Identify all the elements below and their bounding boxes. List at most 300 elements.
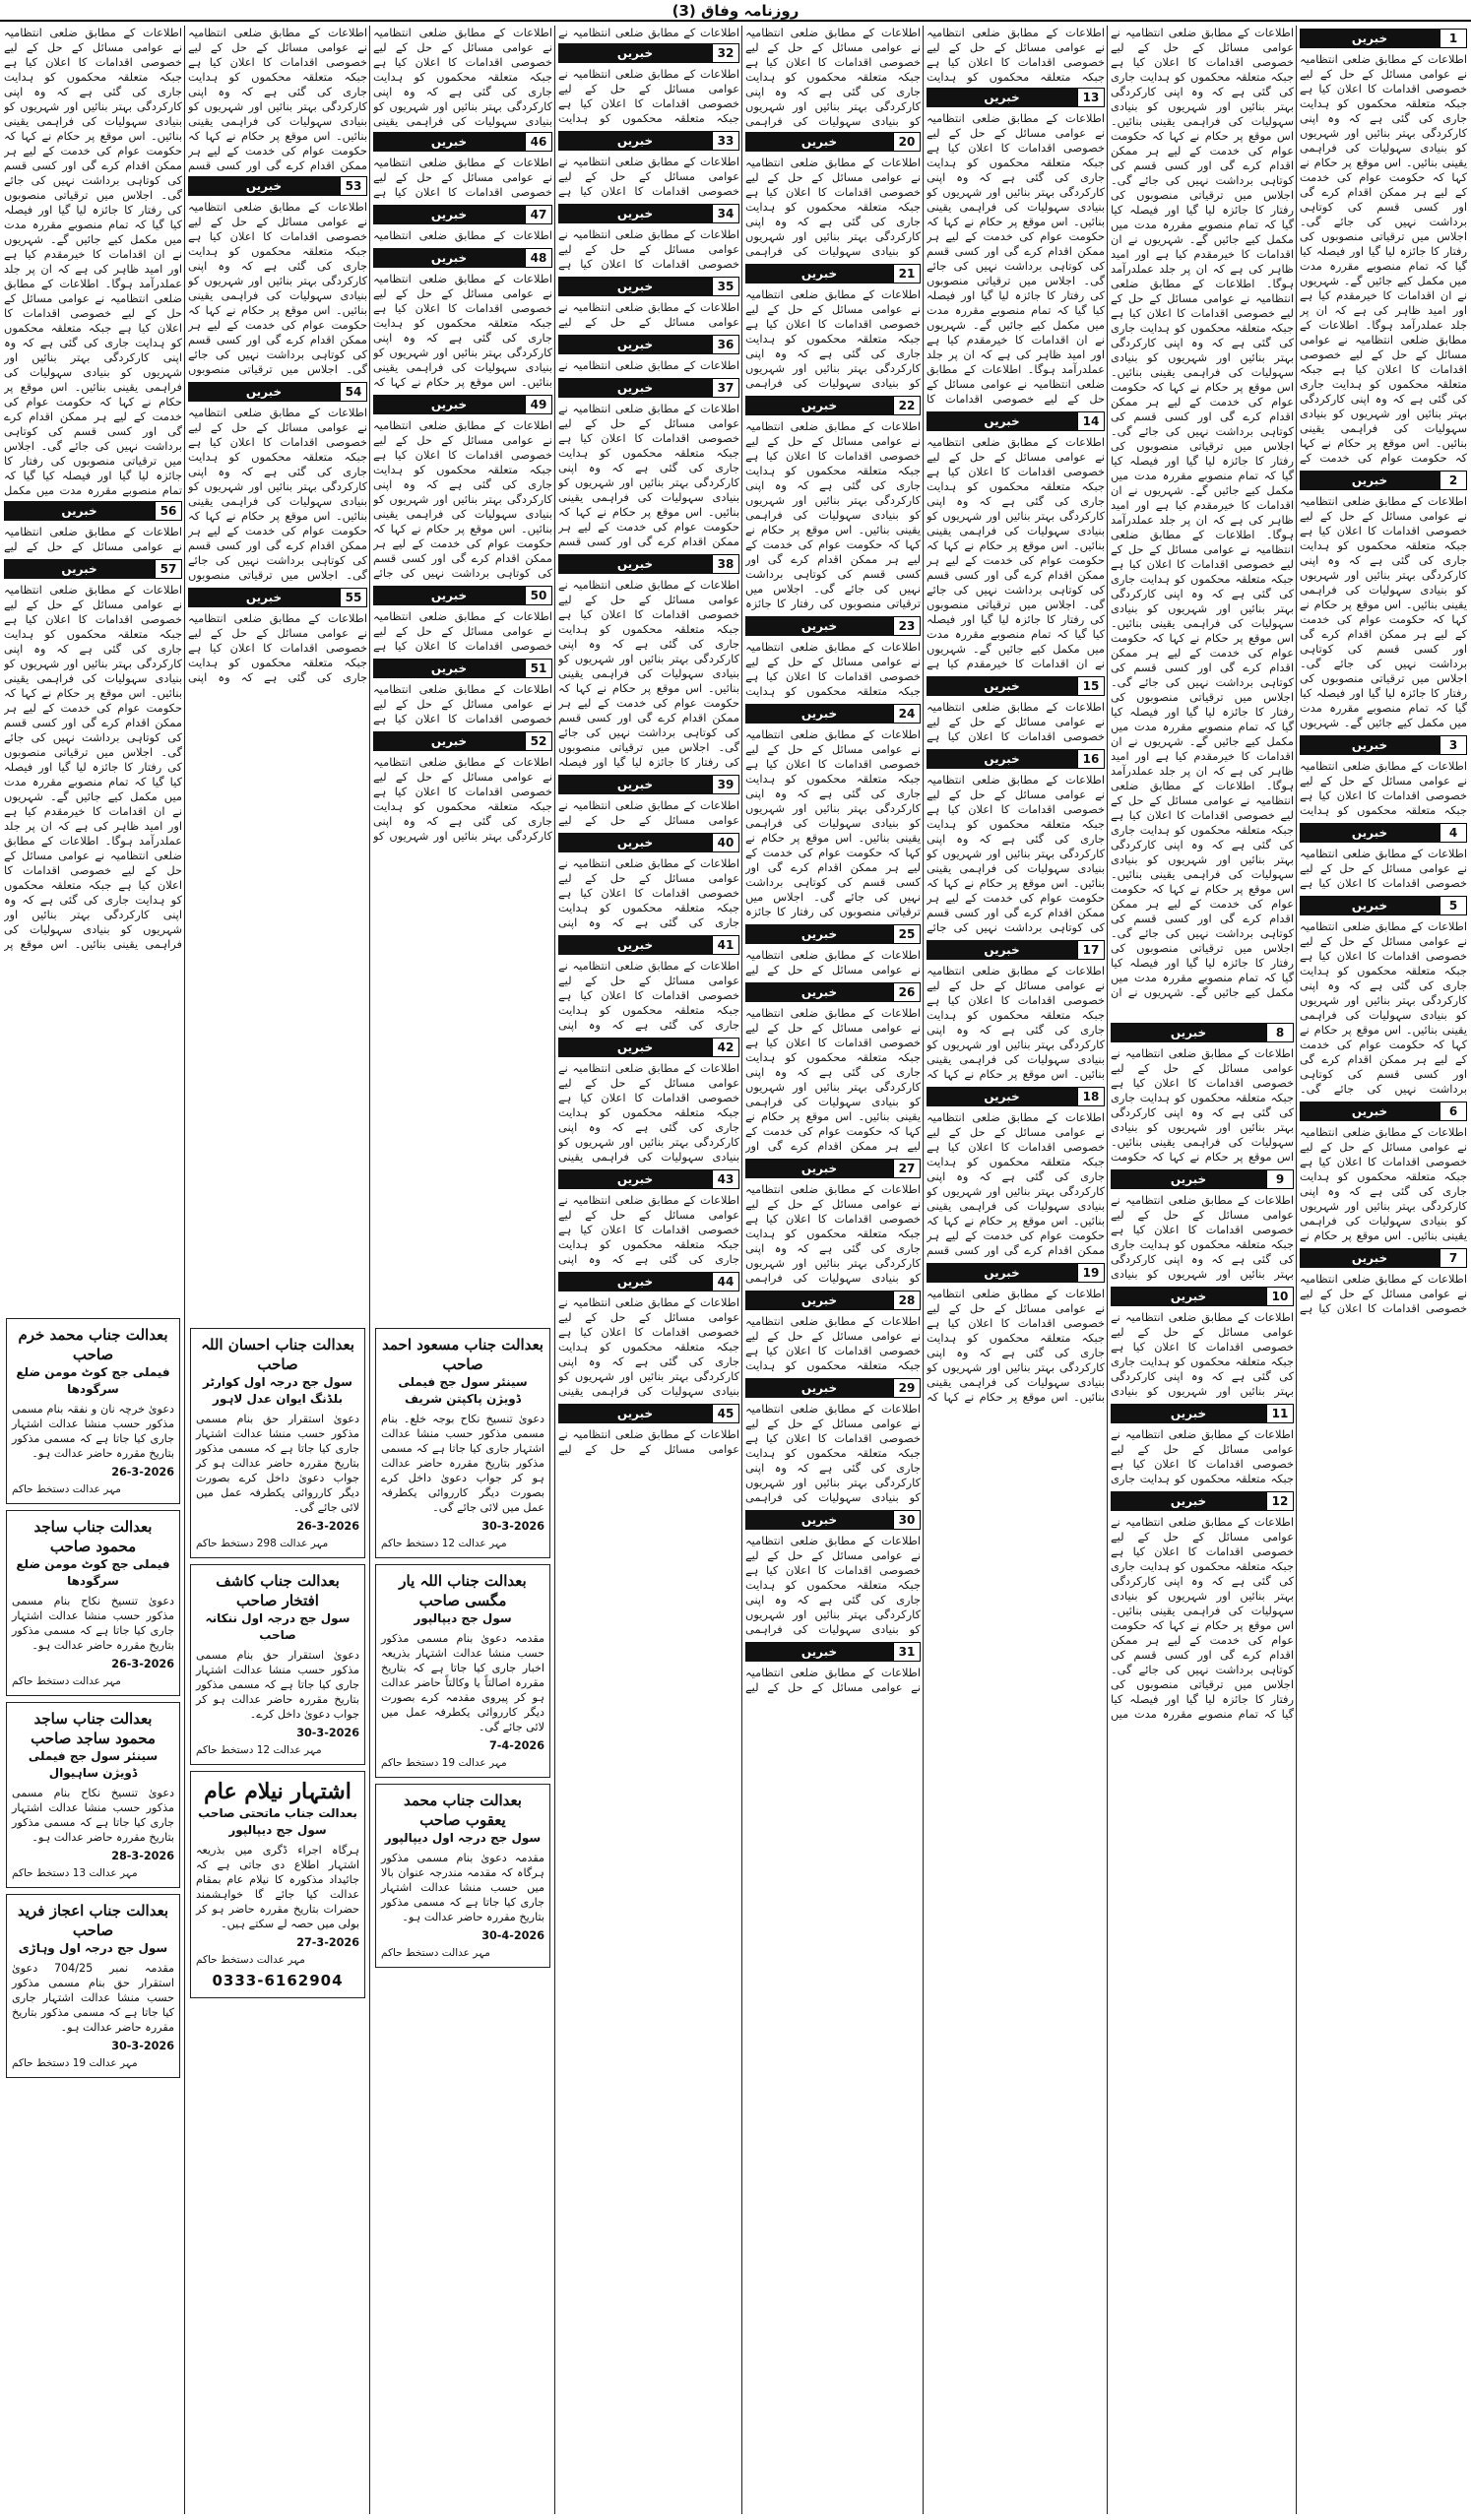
news-item-number: 38 xyxy=(712,554,739,574)
notice-text: ہرگاہ اجراء ڈگری میں بذریعہ اشتہار اطلاع دی جاتی ہے کہ جائیداد مذکورہ کا نیلام عام بمقام عدالت کیا جائے گا خواہشمند حضرات بتاریخ مقررہ حاضر ہو کر بولی میں حصہ لے سکتے ہیں۔ xyxy=(196,1844,359,1930)
news-item-label: خبریں xyxy=(745,924,893,944)
news-item-header xyxy=(927,87,1105,108)
notice-date: 28-3-2026 xyxy=(111,1850,174,1862)
article-text: اطلاعات کے مطابق ضلعی انتظامیہ نے xyxy=(558,358,739,372)
article-text: اطلاعات کے مطابق ضلعی انتظامیہ نے عوامی مسائل کے حل کے لیے خصوصی اقدامات کا اعلان کیا ہے جبکہ متعلقہ محکموں کو ہدایت جاری کی گئی ہے کہ وہ اپنی کارکردگی بہتر بنائیں اور شہریوں کو بنیادی سہولیات کی فراہمی یقینی بنائیں۔ اس موقع پر حکام نے کہا کہ حکومت xyxy=(1111,1046,1294,1164)
article-text: اطلاعات کے مطابق ضلعی انتظامیہ نے عوامی مسائل کے حل کے لیے خصوصی اقدامات کا اعلان کیا ہے جبکہ متعلقہ محکموں کو ہدایت xyxy=(927,26,1105,84)
notice-court: فیملی جج کوٹ مومن ضلع سرگودھا xyxy=(16,1557,170,1588)
column-2-intro xyxy=(1111,26,1294,1020)
news-item-header xyxy=(558,934,739,956)
article-text: اطلاعات کے مطابق ضلعی انتظامیہ نے عوامی مسائل کے حل کے لیے خصوصی اقدامات کا اعلان کیا ہے جبکہ متعلقہ محکموں کو ہدایت جاری کی گئی ہے کہ وہ اپنی کارکردگی بہتر بنائیں اور شہریوں کو بنیادی سہولیات کی فراہمی یقینی بنائیں۔ اس موقع پر حکام نے کہا کہ حکومت عوام کی خدمت کے لیے ہر ممکن اقدام کرے گی اور کسی قسم کی کوتاہی برداشت نہیں کی جائے گی۔ اجلاس میں ترقیاتی منصوبوں کی رفتار کا جائزہ لیا گیا اور فیصلہ کیا گیا کہ تمام منصوبے مقررہ مدت میں مکمل کیے جائیں گے۔ شہریوں نے ان اقدامات کا خیرمقدم کیا ہے xyxy=(927,435,1105,670)
news-item-label: خبریں xyxy=(558,935,712,955)
news-item-label: خبریں xyxy=(1111,1023,1266,1042)
news-item xyxy=(373,131,552,200)
news-item-label: خبریں xyxy=(927,676,1077,696)
notice-date: 26-3-2026 xyxy=(111,1466,174,1479)
news-item-header xyxy=(745,1290,921,1311)
article-text: اطلاعات کے مطابق ضلعی انتظامیہ نے عوامی مسائل کے حل کے لیے خصوصی اقدامات کا اعلان کیا ہے جبکہ متعلقہ محکموں کو ہدایت جاری کی گئی ہے کہ وہ اپنی xyxy=(558,1193,739,1266)
news-item xyxy=(745,1641,921,1695)
news-column-1 xyxy=(1300,26,1467,2514)
column-rule xyxy=(369,26,370,2514)
news-item-header xyxy=(927,748,1105,770)
article-text: اطلاعات کے مطابق ضلعی انتظامیہ نے عوامی مسائل کے حل کے لیے خصوصی اقدامات کا اعلان کیا ہے جبکہ متعلقہ محکموں کو ہدایت جاری کی گئی ہے کہ وہ اپنی کارکردگی بہتر بنائیں اور شہریوں کو بنیادی سہولیات کی فراہمی xyxy=(745,287,921,390)
news-item xyxy=(1300,822,1467,891)
notice-title: بعدالت جناب مسعود احمد صاحب xyxy=(382,1336,544,1373)
news-item-label: خبریں xyxy=(927,749,1077,769)
news-item xyxy=(558,130,739,199)
article-text: اطلاعات کے مطابق ضلعی انتظامیہ نے عوامی مسائل کے حل کے لیے خصوصی اقدامات کا اعلان کیا ہے جبکہ متعلقہ محکموں کو ہدایت جاری کی گئی ہے کہ وہ اپنی کارکردگی بہتر بنائیں اور شہریوں کو بنیادی سہولیات کی فراہمی یقینی بنائیں۔ اس موقع پر حکام نے کہا کہ حکومت عوام کی خدمت کے لیے ہر ممکن اقدام کرے گی اور کسی قسم کی کوتاہی برداشت نہیں کی جائے گی۔ اجلاس میں ترقیاتی منصوبوں کی رفتار کا جائزہ لیا گیا اور فیصلہ کیا گیا کہ تمام منصوبے مقررہ مدت میں مکمل کیے جائیں گے۔ شہریوں نے ان اقدامات کا خیرمقدم کیا ہے اور امید ظاہر کی ہے کہ ان پر جلد عملدرآمد ہوگا۔ اطلاعات کے مطابق ضلعی انتظامیہ نے عوامی مسائل کے حل کے لیے خصوصی اقدامات کا اعلان کیا ہے جبکہ متعلقہ محکموں کو ہدایت جاری کی گئی ہے کہ وہ اپنی کارکردگی بہتر بنائیں اور شہریوں کو بنیادی سہولیات کی فراہمی یقینی بنائیں۔ اس موقع پر xyxy=(4,583,182,951)
notice-seal: مہر عدالت 12 دستخط حاکم xyxy=(381,1538,507,1549)
news-item-label: خبریں xyxy=(745,1291,893,1310)
article-text: اطلاعات کے مطابق ضلعی انتظامیہ نے عوامی مسائل کے حل کے لیے خصوصی اقدامات کا اعلان کیا ہے جبکہ متعلقہ محکموں کو ہدایت جاری کی گئی ہے کہ وہ اپنی کارکردگی بہتر بنائیں اور شہریوں کو بنیادی سہولیات کی فراہمی یقینی بنائیں۔ اس موقع پر حکام نے کہا کہ xyxy=(927,1287,1105,1404)
notice-title: اشتہار نیلام عام xyxy=(204,1779,352,1804)
notice-seal: مہر عدالت دستخط حاکم xyxy=(12,1675,121,1687)
news-item-header xyxy=(745,1641,921,1663)
notices-column-6 xyxy=(373,1324,552,2514)
article-text: اطلاعات کے مطابق ضلعی انتظامیہ نے عوامی مسائل کے حل کے لیے خصوصی اقدامات کا اعلان کیا ہے جبکہ متعلقہ محکموں کو ہدایت جاری کی گئی ہے کہ وہ اپنی کارکردگی بہتر بنائیں اور شہریوں کو بنیادی سہولیات کی فراہمی یقینی بنائیں۔ اس موقع پر حکام نے کہا کہ حکومت عوام کی خدمت کے لیے ہر ممکن اقدام کرے گی اور کسی قسم کی کوتاہی برداشت نہیں کی جائے گی۔ اجلاس میں ترقیاتی منصوبوں xyxy=(188,406,367,582)
article-text: اطلاعات کے مطابق ضلعی انتظامیہ نے عوامی مسائل کے حل کے لیے خصوصی اقدامات کا اعلان کیا ہے جبکہ متعلقہ محکموں کو ہدایت جاری کی گئی ہے کہ وہ اپنی کارکردگی بہتر بنائیں اور شہریوں کو بنیادی سہولیات کی فراہمی یقینی بنائیں۔ اس موقع پر حکام نے کہا کہ حکومت عوام کی خدمت کے لیے ہر ممکن اقدام کرے گی اور xyxy=(745,1006,921,1153)
news-column-5 xyxy=(558,26,739,2514)
news-item-label: خبریں xyxy=(745,1642,893,1662)
news-item xyxy=(927,87,1105,407)
news-item-header xyxy=(558,377,739,399)
news-item-header xyxy=(745,1377,921,1399)
article-text: اطلاعات کے مطابق ضلعی انتظامیہ نے عوامی مسائل کے حل کے لیے خصوصی اقدامات کا اعلان کیا ہے جبکہ متعلقہ محکموں کو ہدایت جاری کی گئی ہے کہ وہ اپنی کارکردگی بہتر بنائیں اور شہریوں کو بنیادی سہولیات کی فراہمی یقینی بنائیں۔ اس موقع پر حکام نے کہا کہ حکومت عوام کی خدمت کے لیے ہر ممکن اقدام کرے گی اور کسی قسم کی کوتاہی برداشت نہیں کی جائے xyxy=(927,773,1105,934)
article-text: اطلاعات کے مطابق ضلعی انتظامیہ نے عوامی مسائل کے حل کے لیے خصوصی اقدامات کا اعلان کیا ہے جبکہ متعلقہ محکموں کو ہدایت جاری کی گئی ہے کہ وہ اپنی xyxy=(558,856,739,929)
news-item xyxy=(927,748,1105,935)
news-item-label: خبریں xyxy=(558,1404,712,1423)
news-item xyxy=(745,981,921,1154)
column-rule xyxy=(923,26,924,2514)
news-item-number: 18 xyxy=(1077,1087,1105,1106)
article-text: اطلاعات کے مطابق ضلعی انتظامیہ نے عوامی مسائل کے حل کے لیے خصوصی اقدامات کا اعلان کیا ہے xyxy=(558,227,739,271)
news-item-number: 17 xyxy=(1077,940,1105,960)
news-item-number: 20 xyxy=(893,132,921,152)
notice-seal: مہر عدالت 19 دستخط حاکم xyxy=(381,1757,507,1769)
news-item-label: خبریں xyxy=(558,1272,712,1292)
news-item-label: خبریں xyxy=(1300,896,1439,915)
notice-date: 26-3-2026 xyxy=(111,1658,174,1670)
news-item-number: 50 xyxy=(525,586,552,605)
news-item-number: 2 xyxy=(1439,471,1467,490)
news-item-label: خبریں xyxy=(1300,1102,1439,1121)
news-item-header xyxy=(1111,1286,1294,1307)
column-rule xyxy=(1296,26,1297,2514)
news-item xyxy=(927,1262,1105,1405)
news-item-number: 44 xyxy=(712,1272,739,1292)
news-item-header xyxy=(558,130,739,152)
court-notice xyxy=(375,1784,550,1968)
article-text: اطلاعات کے مطابق ضلعی انتظامیہ نے عوامی مسائل کے حل کے لیے خصوصی اقدامات کا اعلان کیا ہے جبکہ متعلقہ محکموں کو ہدایت جاری کی گئی ہے کہ وہ اپنی کارکردگی بہتر بنائیں اور شہریوں کو بنیادی سہولیات کی فراہمی یقینی بنائیں۔ اس موقع پر حکام نے کہا کہ حکومت عوام کی خدمت کے لیے ہر ممکن اقدام کرے گی اور کسی قسم xyxy=(558,402,739,548)
news-item-header xyxy=(558,774,739,795)
news-item xyxy=(373,204,552,243)
news-item-number: 25 xyxy=(893,924,921,944)
news-item-label: خبریں xyxy=(1300,735,1439,755)
article-text: اطلاعات کے مطابق ضلعی انتظامیہ نے عوامی مسائل کے حل کے لیے خصوصی اقدامات کا اعلان کیا ہے جبکہ متعلقہ محکموں کو ہدایت جاری کی گئی ہے کہ وہ اپنی کارکردگی بہتر بنائیں اور شہریوں کو بنیادی سہولیات کی فراہمی xyxy=(745,156,921,258)
article-text: اطلاعات کے مطابق ضلعی انتظامیہ نے عوامی مسائل کے حل کے لیے خصوصی اقدامات کا اعلان کیا ہے xyxy=(1300,847,1467,890)
notice-court: سول جج درجہ اول کوارٹر بلڈنگ ایوان عدل لاہور xyxy=(203,1375,352,1406)
notices-column-8 xyxy=(4,1314,182,2514)
notice-text: دعویٰ تنسیخ نکاح بوجہ خلع۔ بنام مسمی مذکور حسب منشا عدالت اشتہار جاری کیا جاتا ہے کہ مسمی مذکور بتاریخ مقررہ حاضر عدالت ہو کر جواب دعویٰ داخل کرے بصورت دیگر کارروائی یکطرفہ عمل میں لائی جائے گی۔ xyxy=(381,1413,544,1514)
news-item-number: 27 xyxy=(893,1159,921,1178)
news-item xyxy=(558,1037,739,1165)
article-text: اطلاعات کے مطابق ضلعی انتظامیہ نے عوامی مسائل کے حل کے لیے خصوصی اقدامات کا اعلان کیا ہے جبکہ متعلقہ محکموں کو ہدایت جاری کی گئی ہے کہ وہ اپنی کارکردگی بہتر بنائیں اور شہریوں کو بنیادی سہولیات کی فراہمی یقینی بنائیں۔ اس موقع پر حکام نے کہا کہ حکومت عوام کی خدمت کے لیے ہر ممکن اقدام کرے گی اور کسی قسم کی کوتاہی برداشت نہیں کی جائے گی۔ اجلاس میں ترقیاتی منصوبوں کی رفتار کا جائزہ لیا گیا اور فیصلہ کیا گیا کہ تمام منصوبے مقررہ مدت میں مکمل کیے جائیں گے۔ شہریوں نے ان اقدامات کا خیرمقدم کیا ہے اور امید ظاہر کی ہے کہ ان پر جلد عملدرآمد ہوگا۔ اطلاعات کے مطابق ضلعی انتظامیہ نے عوامی مسائل کے حل کے لیے خصوصی اقدامات کا اعلان کیا ہے جبکہ متعلقہ محکموں کو ہدایت جاری کی گئی ہے کہ وہ اپنی کارکردگی بہتر بنائیں اور شہریوں کو بنیادی سہولیات کی فراہمی یقینی بنائیں۔ اس موقع پر حکام نے کہا کہ حکومت عوام کی خدمت کے xyxy=(1300,52,1467,465)
news-item-header xyxy=(558,334,739,355)
news-item-label: خبریں xyxy=(188,176,340,196)
article-text: اطلاعات کے مطابق ضلعی انتظامیہ نے عوامی مسائل کے حل کے لیے خصوصی اقدامات کا اعلان کیا ہے جبکہ متعلقہ محکموں کو ہدایت جاری کی گئی ہے کہ وہ اپنی کارکردگی بہتر بنائیں اور شہریوں کو بنیادی سہولیات کی فراہمی یقینی بنائیں۔ اس موقع پر حکام نے کہا کہ حکومت عوام کی خدمت کے لیے ہر ممکن اقدام کرے گی اور کسی قسم کی کوتاہی برداشت نہیں کی جائے گی۔ اجلاس میں ترقیاتی منصوبوں کی رفتار کا جائزہ xyxy=(745,727,921,918)
notice-date: 30-3-2026 xyxy=(296,1727,359,1739)
news-item-number: 39 xyxy=(712,775,739,794)
news-item xyxy=(1300,895,1467,1097)
notice-seal: مہر عدالت 298 دستخط حاکم xyxy=(196,1538,329,1549)
news-item xyxy=(373,585,552,654)
notice-court: سول جج درجہ اول دیپالپور xyxy=(384,1831,542,1845)
article-text: اطلاعات کے مطابق ضلعی انتظامیہ نے عوامی مسائل کے حل کے لیے xyxy=(745,1666,921,1694)
news-item-number: 48 xyxy=(525,248,552,268)
news-item-header xyxy=(1300,734,1467,756)
news-item-label: خبریں xyxy=(558,378,712,398)
news-item-number: 37 xyxy=(712,378,739,398)
news-item-number: 8 xyxy=(1266,1023,1294,1042)
news-item-label: خبریں xyxy=(373,132,525,152)
article-text: اطلاعات کے مطابق ضلعی انتظامیہ نے عوامی مسائل کے حل کے لیے خصوصی اقدامات کا اعلان کیا ہے جبکہ متعلقہ محکموں کو ہدایت xyxy=(1300,759,1467,817)
article-text: اطلاعات کے مطابق ضلعی انتظامیہ نے عوامی مسائل کے حل کے لیے خصوصی اقدامات کا اعلان کیا ہے جبکہ متعلقہ محکموں کو ہدایت جاری کی گئی ہے کہ وہ اپنی کارکردگی بہتر بنائیں اور شہریوں کو بنیادی سہولیات کی فراہمی یقینی بنائیں۔ اس موقع پر حکام نے کہا کہ xyxy=(373,272,552,389)
news-item-header xyxy=(1300,895,1467,916)
news-item xyxy=(927,675,1105,744)
news-item-label: خبریں xyxy=(1300,1248,1439,1268)
news-item-number: 46 xyxy=(525,132,552,152)
notice-court: سینئر سول جج فیملی ڈویژن ساہیوال xyxy=(28,1749,159,1780)
news-item xyxy=(927,410,1105,671)
notices-column-7 xyxy=(188,1324,367,2514)
notice-text: مقدمہ دعویٰ بنام مسمی مذکور ہرگاہ کہ مقدمہ مندرجہ عنوان بالا میں حسب منشا عدالت اشتہار جاری کیا جاتا ہے کہ مسمی مذکور بتاریخ مقررہ حاضر عدالت ہو۔ xyxy=(381,1852,544,1923)
article-text: اطلاعات کے مطابق ضلعی انتظامیہ نے عوامی مسائل کے حل کے لیے خصوصی اقدامات کا اعلان کیا ہے جبکہ متعلقہ محکموں کو ہدایت جاری کی گئی ہے کہ وہ اپنی کارکردگی بہتر بنائیں اور شہریوں کو بنیادی سہولیات کی فراہمی یقینی xyxy=(373,26,552,128)
notice-seal: مہر عدالت 13 دستخط حاکم xyxy=(12,1867,138,1879)
news-item-header xyxy=(1300,1247,1467,1269)
notice-date: 30-4-2026 xyxy=(481,1929,544,1942)
notice-court: سول جج درجہ اول وہاڑی xyxy=(18,1941,168,1955)
news-item-label: خبریں xyxy=(373,731,525,751)
notice-seal: مہر عدالت دستخط حاکم xyxy=(381,1947,490,1959)
court-notice xyxy=(6,1894,180,2078)
phone-number: 0333-6162904 xyxy=(212,1972,344,1989)
article-text: اطلاعات کے مطابق ضلعی انتظامیہ نے عوامی مسائل کے حل کے لیے خصوصی اقدامات کا اعلان کیا ہے جبکہ متعلقہ محکموں کو ہدایت جاری کی گئی ہے کہ وہ اپنی کارکردگی بہتر بنائیں اور شہریوں کو بنیادی سہولیات کی فراہمی یقینی بنائیں۔ اس موقع پر حکام نے کہا کہ حکومت عوام کی خدمت کے لیے ہر ممکن اقدام کرے گی اور کسی قسم کی کوتاہی برداشت نہیں کی جائے گی۔ اجلاس میں ترقیاتی منصوبوں کی رفتار کا جائزہ لیا گیا اور فیصلہ کیا گیا کہ تمام منصوبے مقررہ مدت میں مکمل کیے جائیں گے۔ شہریوں نے ان اقدامات کا خیرمقدم کیا ہے اور امید ظاہر کی ہے کہ ان پر جلد عملدرآمد ہوگا۔ اطلاعات کے مطابق ضلعی انتظامیہ نے عوامی مسائل کے حل کے لیے خصوصی اقدامات کا اعلان کیا ہے جبکہ متعلقہ محکموں کو ہدایت جاری کی گئی ہے کہ وہ اپنی کارکردگی بہتر بنائیں اور شہریوں کو بنیادی سہولیات کی فراہمی یقینی بنائیں۔ اس موقع پر حکام نے کہا کہ حکومت عوام کی خدمت کے لیے ہر ممکن اقدام کرے گی اور کسی قسم کی کوتاہی برداشت نہیں کی جائے گی۔ اجلاس میں ترقیاتی منصوبوں کی رفتار کا جائزہ لیا گیا اور فیصلہ کیا گیا کہ تمام منصوبے مقررہ مدت میں مکمل xyxy=(4,26,182,497)
notice-seal: مہر عدالت 12 دستخط حاکم xyxy=(196,1744,322,1756)
article-text: اطلاعات کے مطابق ضلعی انتظامیہ نے عوامی مسائل کے حل کے لیے خصوصی اقدامات کا اعلان کیا ہے xyxy=(373,682,552,725)
news-item xyxy=(558,203,739,272)
news-item-label: خبریں xyxy=(373,659,525,678)
news-item-header xyxy=(745,703,921,724)
news-item-label: خبریں xyxy=(1300,29,1439,48)
news-item xyxy=(558,1271,739,1399)
news-item-header xyxy=(558,1271,739,1292)
news-item xyxy=(745,131,921,259)
news-item-header xyxy=(1300,822,1467,844)
notice-court: بعدالت جناب ماتحتی صاحب سول جج دیپالپور xyxy=(198,1806,357,1837)
news-item xyxy=(1300,1247,1467,1316)
notice-court: سینئر سول جج فیملی ڈویژن پاکپتن شریف xyxy=(398,1375,528,1406)
article-text: اطلاعات کے مطابق ضلعی انتظامیہ نے عوامی مسائل کے حل کے لیے خصوصی اقدامات کا اعلان کیا ہے جبکہ متعلقہ محکموں کو ہدایت جاری کی گئی ہے کہ وہ اپنی کارکردگی بہتر بنائیں اور شہریوں کو بنیادی سہولیات کی فراہمی یقینی بنائیں۔ اس موقع پر حکام نے کہا کہ حکومت عوام کی خدمت کے لیے ہر ممکن اقدام کرے گی اور کسی قسم کی کوتاہی برداشت نہیں کی جائے xyxy=(373,418,552,580)
news-item-number: 15 xyxy=(1077,676,1105,696)
notice-title: بعدالت جناب ساجد محمود ساجد صاحب xyxy=(31,1710,156,1747)
article-text: اطلاعات کے مطابق ضلعی انتظامیہ نے عوامی مسائل کے حل کے لیے خصوصی اقدامات کا اعلان کیا ہے جبکہ متعلقہ محکموں کو ہدایت جاری کی گئی ہے کہ وہ اپنی کارکردگی بہتر بنائیں اور شہریوں کو بنیادی سہولیات کی فراہمی یقینی بنائیں۔ اس موقع پر حکام نے کہا کہ حکومت عوام کی خدمت کے لیے ہر ممکن اقدام کرے گی اور کسی قسم کی کوتاہی برداشت نہیں کی جائے گی۔ اجلاس میں ترقیاتی منصوبوں کی رفتار کا جائزہ لیا گیا اور فیصلہ کیا گیا کہ تمام منصوبے مقررہ مدت میں مکمل کیے جائیں گے۔ شہریوں نے ان اقدامات کا خیرمقدم کیا ہے اور امید ظاہر کی ہے کہ ان پر جلد عملدرآمد ہوگا۔ اطلاعات کے مطابق ضلعی انتظامیہ نے عوامی مسائل کے حل کے لیے خصوصی اقدامات کا xyxy=(927,111,1105,406)
news-item xyxy=(373,394,552,581)
news-item-header xyxy=(4,558,182,580)
article-text: اطلاعات کے مطابق ضلعی انتظامیہ نے عوامی مسائل کے حل کے لیے خصوصی اقدامات کا اعلان کیا ہے جبکہ متعلقہ محکموں کو ہدایت جاری کی گئی ہے کہ وہ اپنی کارکردگی بہتر بنائیں اور شہریوں کو بنیادی سہولیات کی فراہمی یقینی بنائیں۔ اس موقع پر حکام نے کہا کہ حکومت عوام کی خدمت کے لیے ہر ممکن اقدام کرے گی اور کسی قسم کی کوتاہی برداشت نہیں کی جائے گی۔ اجلاس میں ترقیاتی منصوبوں کی رفتار کا جائزہ لیا گیا اور فیصلہ کیا گیا کہ تمام منصوبے مقررہ مدت میں مکمل کیے جائیں گے۔ شہریوں xyxy=(1300,494,1467,729)
news-item xyxy=(1300,470,1467,730)
news-item-number: 21 xyxy=(893,264,921,284)
article-text: اطلاعات کے مطابق ضلعی انتظامیہ نے عوامی مسائل کے حل کے لیے خصوصی اقدامات کا اعلان کیا ہے جبکہ متعلقہ محکموں کو ہدایت جاری کی گئی ہے کہ وہ اپنی xyxy=(558,959,739,1032)
news-item xyxy=(745,923,921,977)
court-notice xyxy=(190,1564,365,1765)
news-item-header xyxy=(1111,1490,1294,1512)
news-item-label: خبریں xyxy=(558,131,712,151)
news-item-number: 13 xyxy=(1077,88,1105,107)
news-item-number: 35 xyxy=(712,277,739,296)
news-item-header xyxy=(188,381,367,403)
article-text: اطلاعات کے مطابق ضلعی انتظامیہ نے عوامی مسائل کے حل کے لیے خصوصی اقدامات کا اعلان کیا ہے xyxy=(373,156,552,199)
news-item-label: خبریں xyxy=(373,586,525,605)
news-item-header xyxy=(1111,1403,1294,1424)
article-text: اطلاعات کے مطابق ضلعی انتظامیہ نے عوامی مسائل کے حل کے لیے خصوصی اقدامات کا اعلان کیا ہے جبکہ متعلقہ محکموں کو ہدایت جاری کی گئی ہے کہ وہ اپنی کارکردگی بہتر بنائیں اور شہریوں کو بنیادی سہولیات کی فراہمی یقینی بنائیں۔ اس موقع پر حکام نے کہا کہ حکومت عوام کی خدمت کے لیے ہر ممکن اقدام کرے گی اور کسی قسم xyxy=(188,26,367,172)
news-item-number: 54 xyxy=(340,382,367,402)
notice-text: دعویٰ تنسیخ نکاح بنام مسمی مذکور حسب منشا عدالت اشتہار جاری کیا جاتا ہے کہ مسمی مذکور بتاریخ مقررہ حاضر عدالت ہو۔ xyxy=(12,1787,174,1844)
news-item xyxy=(745,1509,921,1637)
news-item xyxy=(927,1086,1105,1258)
news-item xyxy=(558,334,739,373)
news-item-label: خبریں xyxy=(558,833,712,852)
news-item-header xyxy=(188,175,367,197)
court-notice xyxy=(6,1702,180,1888)
news-item-label: خبریں xyxy=(373,205,525,224)
news-item-number: 49 xyxy=(525,395,552,414)
article-text: اطلاعات کے مطابق ضلعی انتظامیہ نے عوامی مسائل کے حل کے لیے خصوصی اقدامات کا اعلان کیا ہے جبکہ متعلقہ محکموں کو ہدایت جاری کی گئی ہے کہ وہ اپنی کارکردگی بہتر بنائیں اور شہریوں کو بنیادی سہولیات کی فراہمی یقینی بنائیں۔ اس موقع پر حکام نے کہا کہ xyxy=(927,964,1105,1081)
news-item xyxy=(188,587,367,685)
news-item-label: خبریں xyxy=(745,616,893,636)
article-text: اطلاعات کے مطابق ضلعی انتظامیہ نے عوامی مسائل کے حل کے لیے خصوصی اقدامات کا اعلان کیا ہے جبکہ متعلقہ محکموں کو ہدایت جاری کی گئی ہے کہ وہ اپنی کارکردگی بہتر بنائیں اور شہریوں کو بنیادی سہولیات کی فراہمی xyxy=(745,26,921,128)
news-item xyxy=(745,615,921,699)
article-text: اطلاعات کے مطابق ضلعی انتظامیہ نے عوامی مسائل کے حل کے لیے خصوصی اقدامات کا اعلان کیا ہے xyxy=(558,155,739,198)
news-item-label: خبریں xyxy=(1300,823,1439,843)
article-text: اطلاعات کے مطابق ضلعی انتظامیہ نے عوامی مسائل کے حل کے لیے xyxy=(558,798,739,827)
notice-text: دعویٰ خرچہ نان و نفقہ بنام مسمی مذکور حسب منشا عدالت اشتہار جاری کیا جاتا ہے کہ مسمی مذکور بتاریخ مقررہ حاضر عدالت ہو۔ xyxy=(12,1403,174,1460)
news-item xyxy=(1111,1022,1294,1165)
notice-title: بعدالت جناب اللہ یار مگسی صاحب xyxy=(399,1572,527,1609)
news-item-number: 57 xyxy=(155,559,182,579)
news-item-header xyxy=(927,939,1105,961)
news-item-header xyxy=(558,1403,739,1424)
news-item xyxy=(1300,1101,1467,1243)
notice-text: مقدمہ نمبر 704/25 دعویٰ استقرار حق بنام مسمی مذکور حسب منشا عدالت اشتہار جاری کیا جاتا ہے کہ مسمی مذکور بتاریخ مقررہ حاضر عدالت ہو۔ xyxy=(12,1962,174,2034)
article-text: اطلاعات کے مطابق ضلعی انتظامیہ نے عوامی مسائل کے حل کے لیے خصوصی اقدامات کا اعلان کیا ہے جبکہ متعلقہ محکموں کو ہدایت جاری کی گئی ہے کہ وہ اپنی کارکردگی بہتر بنائیں اور شہریوں کو بنیادی سہولیات کی فراہمی xyxy=(745,1402,921,1504)
news-item xyxy=(745,395,921,611)
news-item-header xyxy=(1111,1022,1294,1043)
news-item-header xyxy=(927,1262,1105,1284)
news-item-number: 43 xyxy=(712,1169,739,1189)
news-item-number: 41 xyxy=(712,935,739,955)
news-item-number: 9 xyxy=(1266,1169,1294,1189)
news-item-label: خبریں xyxy=(558,775,712,794)
news-item-header xyxy=(558,553,739,575)
article-text: اطلاعات کے مطابق ضلعی انتظامیہ نے عوامی مسائل کے حل کے لیے خصوصی اقدامات کا اعلان کیا ہے جبکہ متعلقہ محکموں کو ہدایت جاری کی گئی ہے کہ وہ اپنی کارکردگی بہتر بنائیں اور شہریوں کو بنیادی سہولیات کی فراہمی یقینی xyxy=(558,1061,739,1164)
news-item xyxy=(745,263,921,391)
news-item-header xyxy=(558,203,739,224)
article-text: اطلاعات کے مطابق ضلعی انتظامیہ نے عوامی مسائل کے حل کے لیے خصوصی اقدامات کا اعلان کیا ہے جبکہ متعلقہ محکموں کو ہدایت جاری کی گئی ہے کہ وہ اپنی کارکردگی بہتر بنائیں اور شہریوں کو بنیادی سہولیات کی فراہمی xyxy=(745,1182,921,1285)
news-item xyxy=(558,377,739,549)
news-item-header xyxy=(558,276,739,297)
news-item-label: خبریں xyxy=(558,1169,712,1189)
news-item xyxy=(4,500,182,554)
news-item-number: 56 xyxy=(155,501,182,521)
news-item-header xyxy=(745,263,921,284)
news-item-label: خبریں xyxy=(745,1159,893,1178)
news-item xyxy=(1111,1168,1294,1282)
article-text: اطلاعات کے مطابق ضلعی انتظامیہ نے عوامی مسائل کے حل کے لیے خصوصی اقدامات کا اعلان کیا ہے جبکہ متعلقہ محکموں کو ہدایت جاری کی گئی ہے کہ وہ اپنی کارکردگی بہتر بنائیں اور شہریوں کو بنیادی سہولیات کی فراہمی یقینی بنائیں۔ اس موقع پر حکام نے کہا کہ حکومت عوام کی خدمت کے لیے ہر ممکن اقدام کرے گی اور کسی قسم کی کوتاہی برداشت نہیں کی جائے گی۔ اجلاس میں ترقیاتی منصوبوں کی رفتار کا جائزہ لیا گیا اور فیصلہ xyxy=(558,578,739,769)
article-text: اطلاعات کے مطابق ضلعی انتظامیہ نے عوامی مسائل کے حل کے لیے خصوصی اقدامات کا اعلان کیا ہے جبکہ متعلقہ محکموں کو ہدایت جاری کی گئی ہے کہ وہ اپنی کارکردگی بہتر بنائیں اور شہریوں کو بنیادی سہولیات کی فراہمی یقینی بنائیں۔ اس موقع پر حکام نے کہا کہ حکومت عوام کی خدمت کے لیے ہر ممکن اقدام کرے گی اور کسی قسم کی کوتاہی برداشت نہیں کی جائے گی۔ اجلاس میں ترقیاتی منصوبوں xyxy=(188,200,367,376)
notice-seal: مہر عدالت دستخط حاکم xyxy=(12,1483,121,1495)
news-item-header xyxy=(745,615,921,637)
news-item-number: 14 xyxy=(1077,411,1105,431)
article-text: اطلاعات کے مطابق ضلعی انتظامیہ نے xyxy=(558,26,739,39)
news-item-header xyxy=(1111,1168,1294,1190)
news-item-number: 47 xyxy=(525,205,552,224)
news-item xyxy=(558,553,739,770)
news-item-label: خبریں xyxy=(927,411,1077,431)
notice-date: 30-3-2026 xyxy=(481,1520,544,1533)
news-item xyxy=(558,1168,739,1267)
news-item xyxy=(188,175,367,377)
news-item-number: 12 xyxy=(1266,1491,1294,1511)
news-item-label: خبریں xyxy=(745,1510,893,1530)
column-rule xyxy=(184,26,185,2514)
news-item-header xyxy=(1300,470,1467,491)
news-item-label: خبریں xyxy=(558,1038,712,1057)
news-item-header xyxy=(373,585,552,606)
article-text: اطلاعات کے مطابق ضلعی انتظامیہ نے عوامی مسائل کے حل کے لیے خصوصی اقدامات کا اعلان کیا ہے جبکہ متعلقہ محکموں کو ہدایت جاری کی گئی ہے کہ وہ اپنی کارکردگی بہتر بنائیں اور شہریوں کو بنیادی سہولیات کی فراہمی یقینی بنائیں۔ اس موقع پر حکام نے کہا کہ حکومت عوام کی خدمت کے لیے ہر ممکن اقدام کرے گی اور کسی قسم کی کوتاہی برداشت نہیں کی جائے گی۔ اجلاس میں ترقیاتی منصوبوں کی رفتار کا جائزہ لیا گیا اور فیصلہ کیا گیا کہ تمام منصوبے مقررہ مدت میں مکمل کیے جائیں گے۔ شہریوں نے ان اقدامات کا خیرمقدم کیا ہے اور امید ظاہر کی ہے کہ ان پر جلد عملدرآمد ہوگا۔ اطلاعات کے مطابق ضلعی انتظامیہ نے عوامی مسائل کے حل کے لیے خصوصی اقدامات کا اعلان کیا ہے جبکہ متعلقہ محکموں کو ہدایت جاری کی گئی ہے کہ وہ اپنی کارکردگی بہتر بنائیں اور شہریوں کو بنیادی سہولیات کی فراہمی یقینی بنائیں۔ اس موقع پر حکام نے کہا کہ حکومت عوام کی خدمت کے لیے ہر ممکن اقدام کرے گی اور کسی قسم کی کوتاہی برداشت نہیں کی جائے گی۔ اجلاس میں ترقیاتی منصوبوں کی رفتار کا جائزہ لیا گیا اور فیصلہ کیا گیا کہ تمام منصوبے مقررہ مدت میں مکمل کیے جائیں گے۔ شہریوں نے ان اقدامات کا خیرمقدم کیا ہے اور امید ظاہر کی ہے کہ ان پر جلد عملدرآمد ہوگا۔ اطلاعات کے مطابق ضلعی انتظامیہ نے عوامی مسائل کے حل کے لیے خصوصی اقدامات کا اعلان کیا ہے جبکہ متعلقہ محکموں کو ہدایت جاری کی گئی ہے کہ وہ اپنی کارکردگی بہتر بنائیں اور شہریوں کو بنیادی سہولیات کی فراہمی یقینی بنائیں۔ اس موقع پر حکام نے کہا کہ حکومت عوام کی خدمت کے لیے ہر ممکن اقدام کرے گی اور کسی قسم کی کوتاہی برداشت نہیں کی جائے گی۔ اجلاس میں ترقیاتی منصوبوں کی رفتار کا جائزہ لیا گیا اور فیصلہ کیا گیا کہ تمام منصوبے مقررہ مدت میں مکمل کیے جائیں گے۔ شہریوں نے ان اقدامات کا خیرمقدم کیا ہے اور امید ظاہر کی ہے کہ ان پر جلد عملدرآمد ہوگا۔ اطلاعات کے مطابق ضلعی انتظامیہ نے عوامی مسائل کے حل کے لیے خصوصی اقدامات کا اعلان کیا ہے جبکہ متعلقہ محکموں کو ہدایت جاری کی گئی ہے کہ وہ اپنی کارکردگی بہتر بنائیں اور شہریوں کو بنیادی سہولیات کی فراہمی یقینی بنائیں۔ اس موقع پر حکام نے کہا کہ حکومت عوام کی خدمت کے لیے ہر ممکن اقدام کرے گی اور کسی قسم کی کوتاہی برداشت نہیں کی جائے گی۔ اجلاس میں ترقیاتی منصوبوں کی رفتار کا جائزہ لیا گیا اور فیصلہ کیا گیا کہ تمام منصوبے مقررہ مدت میں مکمل کیے جائیں گے۔ شہریوں نے ان xyxy=(1111,26,1294,999)
notice-text: دعویٰ استقرار حق بنام مسمی مذکور حسب منشا عدالت اشتہار جاری کیا جاتا ہے کہ مسمی مذکور بتاریخ مقررہ حاضر عدالت ہو کر جواب دعویٰ داخل کرے۔ xyxy=(196,1649,359,1721)
page-title: روزنامہ وفاق (3) xyxy=(672,2,799,20)
court-notice xyxy=(375,1328,550,1558)
news-item-label: خبریں xyxy=(745,132,893,152)
news-item xyxy=(1300,734,1467,818)
news-item-number: 45 xyxy=(712,1404,739,1423)
article-text: اطلاعات کے مطابق ضلعی انتظامیہ نے عوامی مسائل کے حل کے لیے خصوصی اقدامات کا اعلان کیا ہے جبکہ متعلقہ محکموں کو ہدایت xyxy=(558,67,739,125)
news-item-label: خبریں xyxy=(927,940,1077,960)
news-item xyxy=(745,1377,921,1505)
news-item-number: 36 xyxy=(712,335,739,354)
news-item-label: خبریں xyxy=(927,1087,1077,1106)
notice-date: 27-3-2026 xyxy=(296,1936,359,1949)
news-item-label: خبریں xyxy=(558,277,712,296)
article-text: اطلاعات کے مطابق ضلعی انتظامیہ نے عوامی مسائل کے حل کے لیے xyxy=(745,948,921,976)
news-item-number: 24 xyxy=(893,704,921,724)
news-item-number: 30 xyxy=(893,1510,921,1530)
article-text: اطلاعات کے مطابق ضلعی انتظامیہ نے عوامی مسائل کے حل کے لیے خصوصی اقدامات کا اعلان کیا ہے جبکہ متعلقہ محکموں کو ہدایت جاری کی گئی ہے کہ وہ اپنی کارکردگی بہتر بنائیں اور شہریوں کو بنیادی سہولیات کی فراہمی یقینی xyxy=(558,1295,739,1398)
news-column-2 xyxy=(1111,26,1294,2514)
notice-date: 26-3-2026 xyxy=(296,1520,359,1533)
news-item-number: 28 xyxy=(893,1291,921,1310)
news-item-header xyxy=(373,394,552,415)
news-item-header xyxy=(373,730,552,752)
court-notice xyxy=(190,1328,365,1558)
news-item-header xyxy=(1300,28,1467,49)
news-item-header xyxy=(745,395,921,416)
news-item-label: خبریں xyxy=(1300,471,1439,490)
news-item-label: خبریں xyxy=(745,396,893,415)
news-item xyxy=(188,381,367,583)
news-item-label: خبریں xyxy=(4,501,155,521)
auction-notice xyxy=(190,1771,365,1998)
news-item xyxy=(558,934,739,1033)
news-item-header xyxy=(4,500,182,522)
news-item-label: خبریں xyxy=(188,588,340,607)
news-item-label: خبریں xyxy=(745,1378,893,1398)
article-text: اطلاعات کے مطابق ضلعی انتظامیہ نے عوامی مسائل کے حل کے لیے خصوصی اقدامات کا اعلان کیا ہے جبکہ متعلقہ محکموں کو ہدایت جاری xyxy=(1111,1427,1294,1485)
news-item-number: 19 xyxy=(1077,1263,1105,1283)
article-text: اطلاعات کے مطابق ضلعی انتظامیہ نے عوامی مسائل کے حل کے لیے xyxy=(558,1427,739,1456)
news-item-label: خبریں xyxy=(1111,1404,1266,1423)
news-item-number: 3 xyxy=(1439,735,1467,755)
news-item xyxy=(1111,1286,1294,1399)
news-item-header xyxy=(745,923,921,945)
news-item-header xyxy=(373,658,552,679)
notice-text: دعویٰ استقرار حق بنام مسمی مذکور حسب منشا عدالت اشتہار جاری کیا جاتا ہے کہ مسمی مذکور بتاریخ مقررہ حاضر عدالت ہو کر جواب دعویٰ داخل کرے بصورت دیگر کارروائی یکطرفہ عمل میں لائی جائے گی۔ xyxy=(196,1413,359,1514)
news-item-number: 22 xyxy=(893,396,921,415)
news-item-label: خبریں xyxy=(373,248,525,268)
notice-court: سول جج درجہ اول ننکانہ صاحب xyxy=(205,1611,351,1642)
news-item-label: خبریں xyxy=(558,335,712,354)
column-rule xyxy=(741,26,742,2514)
news-item-number: 7 xyxy=(1439,1248,1467,1268)
news-item xyxy=(558,276,739,330)
news-column-7 xyxy=(188,26,367,1319)
news-item-label: خبریں xyxy=(558,43,712,63)
news-item xyxy=(745,703,921,919)
news-item-number: 51 xyxy=(525,659,552,678)
news-item-header xyxy=(373,247,552,269)
news-item xyxy=(558,774,739,828)
notice-text: دعویٰ تنسیخ نکاح بنام مسمی مذکور حسب منشا عدالت اشتہار جاری کیا جاتا ہے کہ مسمی مذکور بتاریخ مقررہ حاضر عدالت ہو۔ xyxy=(12,1595,174,1652)
news-item-label: خبریں xyxy=(745,704,893,724)
news-item xyxy=(745,1290,921,1373)
article-text: اطلاعات کے مطابق ضلعی انتظامیہ نے عوامی مسائل کے حل کے لیے خصوصی اقدامات کا اعلان کیا ہے جبکہ متعلقہ محکموں کو ہدایت جاری کی گئی ہے کہ وہ اپنی کارکردگی بہتر بنائیں اور شہریوں کو بنیادی سہولیات کی فراہمی یقینی بنائیں۔ اس موقع پر حکام نے کہا کہ حکومت عوام کی خدمت کے لیے ہر ممکن اقدام کرے گی اور کسی قسم کی کوتاہی برداشت نہیں کی جائے گی۔ اجلاس میں ترقیاتی منصوبوں کی رفتار کا جائزہ xyxy=(745,419,921,610)
news-item-number: 55 xyxy=(340,588,367,607)
news-item-label: خبریں xyxy=(745,264,893,284)
news-item-header xyxy=(373,131,552,153)
news-item-number: 26 xyxy=(893,982,921,1002)
news-item-header xyxy=(1300,1101,1467,1122)
news-item-header xyxy=(745,1509,921,1531)
news-item-header xyxy=(745,981,921,1003)
news-item-header xyxy=(558,832,739,853)
news-item-number: 4 xyxy=(1439,823,1467,843)
news-item-header xyxy=(558,42,739,64)
news-column-3 xyxy=(927,26,1105,2514)
notice-title: بعدالت جناب محمد یعقوب صاحب xyxy=(404,1792,522,1829)
news-item-label: خبریں xyxy=(927,88,1077,107)
notice-court: سول جج دیپالپور xyxy=(414,1611,512,1625)
notice-title: بعدالت جناب کاشف افتخار صاحب xyxy=(216,1572,340,1609)
news-item xyxy=(373,658,552,726)
court-notice xyxy=(375,1564,550,1778)
news-item-header xyxy=(745,131,921,153)
news-item-number: 40 xyxy=(712,833,739,852)
news-item-number: 23 xyxy=(893,616,921,636)
news-item-label: خبریں xyxy=(1111,1169,1266,1189)
article-text: اطلاعات کے مطابق ضلعی انتظامیہ نے عوامی مسائل کے حل کے لیے xyxy=(558,300,739,329)
article-text: اطلاعات کے مطابق ضلعی انتظامیہ نے عوامی مسائل کے حل کے لیے خصوصی اقدامات کا اعلان کیا ہے جبکہ متعلقہ محکموں کو ہدایت جاری کی گئی ہے کہ وہ اپنی کارکردگی بہتر بنائیں اور شہریوں کو بنیادی xyxy=(1111,1193,1294,1281)
news-item-number: 53 xyxy=(340,176,367,196)
